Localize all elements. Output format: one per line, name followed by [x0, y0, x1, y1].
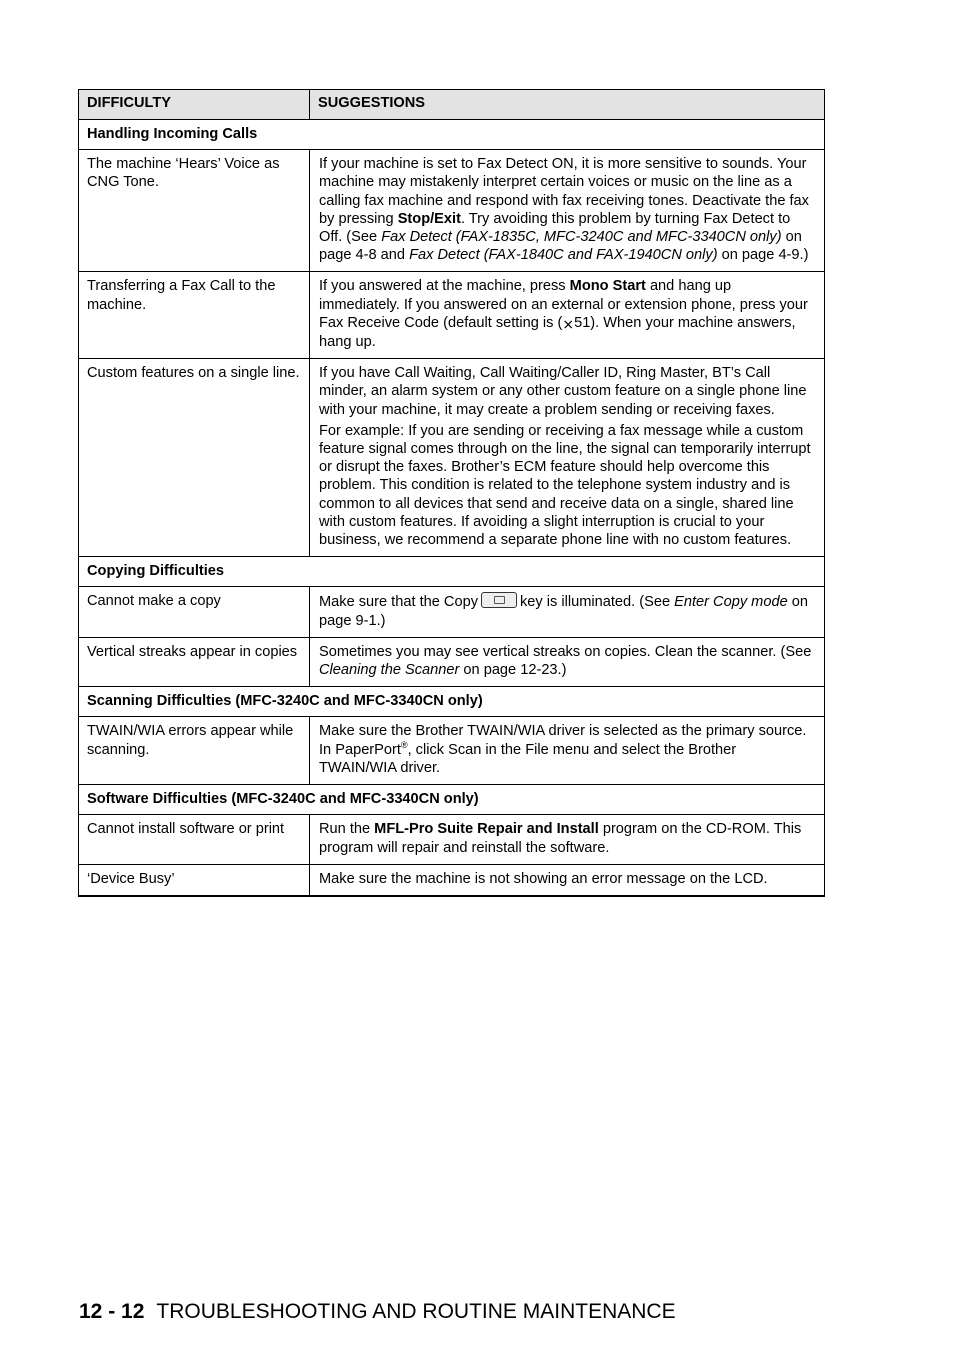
suggestion-cell: If you answered at the machine, press Mono Start and hang up immediately. If you answered on an external or extension phone, press your Fax Receive Code (default setting is (⨯51). When your machine answers, hang up.	[310, 272, 825, 359]
section-incoming-calls: Handling Incoming Calls	[79, 120, 825, 150]
table-row	[79, 864, 825, 896]
suggestion-cell	[310, 359, 825, 557]
section-copying: Copying Difficulties	[79, 557, 825, 587]
section-software: Software Difficulties (MFC-3240C and MFC-3340CN only)	[79, 785, 825, 815]
section-row	[79, 120, 825, 150]
difficulty-cell: Vertical streaks appear in copies	[79, 637, 310, 686]
section-scanning: Scanning Difficulties (MFC-3240C and MFC-3340CN only)	[79, 687, 825, 717]
difficulty-cell: Cannot install software or print	[79, 815, 310, 864]
table-row	[79, 359, 825, 557]
table-header-row	[79, 90, 825, 120]
suggestion-cell: Make sure the Brother TWAIN/WIA driver is selected as the primary source. In PaperPort®, click Scan in the File menu and select the Brother TWAIN/WIA driver.	[310, 717, 825, 785]
difficulty-cell: Transferring a Fax Call to the machine.	[79, 272, 310, 359]
section-row	[79, 687, 825, 717]
section-row	[79, 785, 825, 815]
table-row	[79, 815, 825, 864]
difficulty-cell: TWAIN/WIA errors appear while scanning.	[79, 717, 310, 785]
difficulty-header: DIFFICULTY	[79, 90, 310, 120]
page-footer	[79, 1299, 676, 1325]
suggestion-cell: Sometimes you may see vertical streaks on copies. Clean the scanner. (See Cleaning the Scanner on page 12-23.)	[310, 637, 825, 686]
table-row	[79, 587, 825, 637]
x-mark-icon: ⨯	[562, 315, 575, 332]
chapter-title: TROUBLESHOOTING AND ROUTINE MAINTENANCE	[156, 1300, 676, 1323]
suggestions-header: SUGGESTIONS	[310, 90, 825, 120]
table-row	[79, 717, 825, 785]
suggestion-cell: Make sure that the Copy key is illuminated. (See Enter Copy mode on page 9-1.)	[310, 587, 825, 637]
difficulty-cell: Custom features on a single line.	[79, 359, 310, 557]
table-row	[79, 150, 825, 272]
table-row	[79, 637, 825, 686]
section-row	[79, 557, 825, 587]
suggestion-paragraph: For example: If you are sending or receiving a fax message while a custom feature signal comes through on the line, the signal can temporarily interrupt or disrupt the faxes. Brother’s ECM feature should help overcome this problem. This condition is related to the telephone system industry and is common to all devices that send and receive data on a single, shared line with custom features. If avoiding a slight interruption is crucial to your business, we recommend a separate phone line with no custom features.	[319, 422, 811, 549]
difficulty-cell: Cannot make a copy	[79, 587, 310, 637]
difficulty-cell: ‘Device Busy’	[79, 864, 310, 896]
troubleshooting-table	[78, 89, 825, 897]
suggestion-paragraph: If you have Call Waiting, Call Waiting/Caller ID, Ring Master, BT’s Call minder, an alarm system or any other custom feature on a single phone line with your machine, it may create a problem sending or receiving faxes.	[319, 365, 807, 418]
suggestion-cell: Run the MFL-Pro Suite Repair and Install program on the CD-ROM. This program will repair and reinstall the software.	[310, 815, 825, 864]
suggestion-cell: Make sure the machine is not showing an error message on the LCD.	[310, 864, 825, 896]
difficulty-cell: The machine ‘Hears’ Voice as CNG Tone.	[79, 150, 310, 272]
page-number: 12 - 12	[79, 1300, 145, 1323]
table-row	[79, 272, 825, 359]
copy-key-icon	[481, 592, 517, 608]
suggestion-cell: If your machine is set to Fax Detect ON, it is more sensitive to sounds. Your machine may mistakenly interpret certain voices or music on the line as a calling fax machine and respond with fax receiving tones. Deactivate the fax by pressing Stop/Exit. Try avoiding this problem by turning Fax Detect to Off. (See Fax Detect (FAX-1835C, MFC-3240C and MFC-3340CN only) on page 4-8 and Fax Detect (FAX-1840C and FAX-1940CN only) on page 4-9.)	[310, 150, 825, 272]
